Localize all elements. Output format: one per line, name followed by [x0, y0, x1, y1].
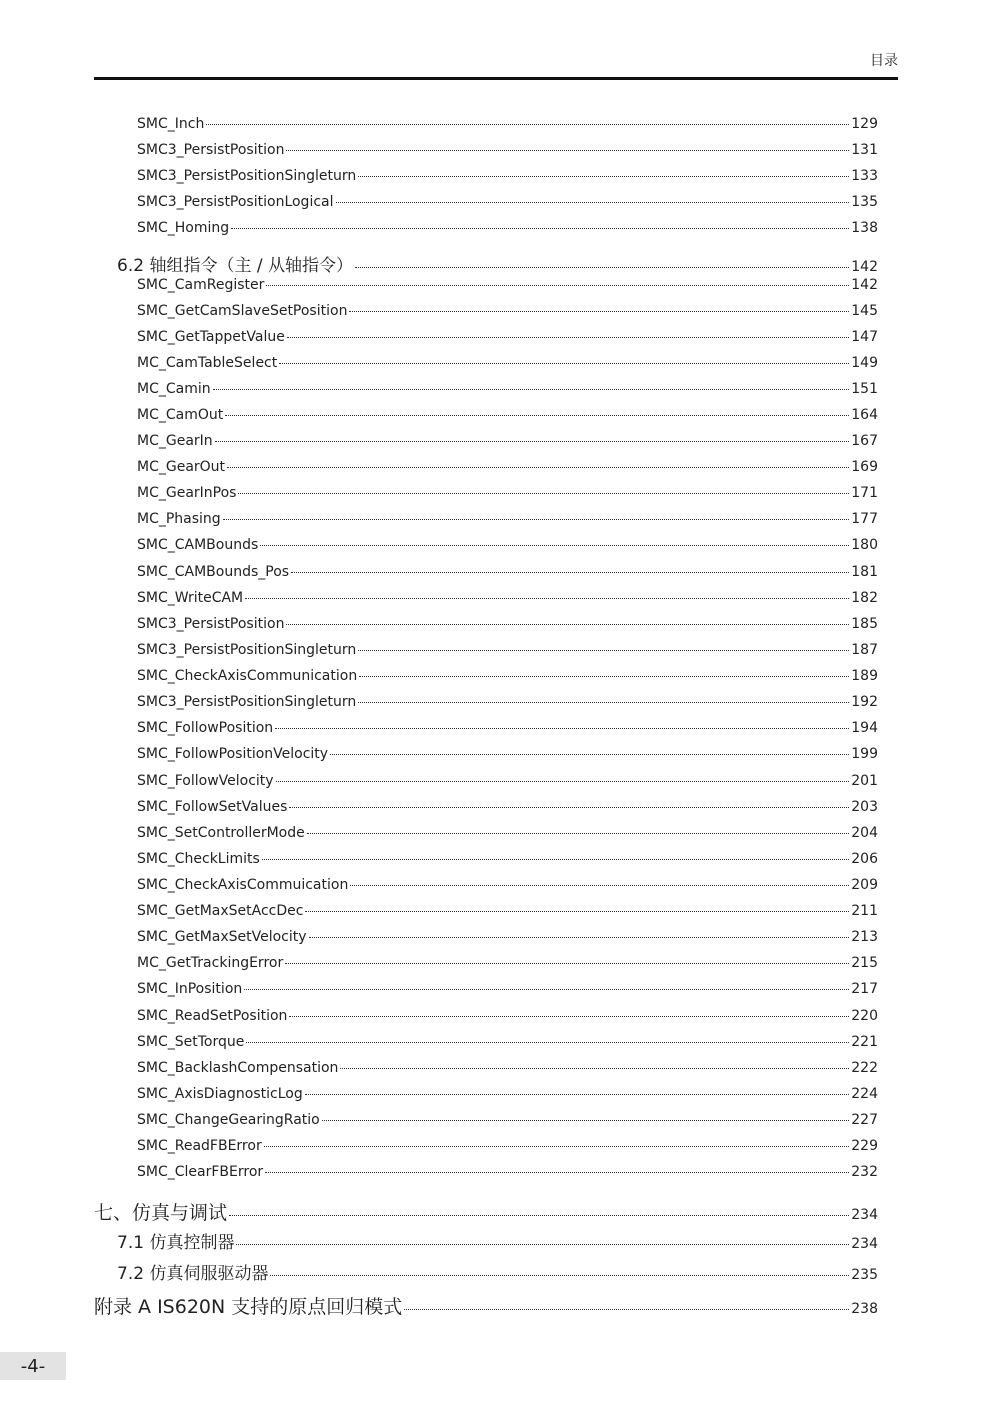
toc-leader-dots	[262, 859, 849, 860]
toc-entry[interactable]	[137, 1164, 878, 1180]
toc-leader-dots	[279, 363, 849, 364]
toc-entry-title: 七、仿真与调试	[94, 1202, 228, 1224]
toc-entry-page: 227	[851, 1112, 878, 1128]
toc-entry-page: 181	[851, 564, 878, 580]
toc-entry[interactable]	[137, 877, 878, 893]
toc-entry-page: 222	[851, 1060, 878, 1076]
toc-leader-dots	[330, 754, 849, 755]
toc-leader-dots	[359, 676, 849, 677]
toc-leader-dots	[289, 807, 849, 808]
toc-entry[interactable]	[137, 407, 878, 423]
toc-entry-page: 177	[851, 511, 878, 527]
toc-entry-page: 192	[851, 694, 878, 710]
toc-entry-page: 221	[851, 1034, 878, 1050]
toc-entry-title: MC_GearIn	[137, 433, 213, 449]
toc-entry-page: 164	[851, 407, 878, 423]
toc-entry[interactable]	[137, 981, 878, 997]
toc-entry-title: SMC_CAMBounds_Pos	[137, 564, 290, 580]
toc-leader-dots	[285, 963, 849, 964]
toc-entry-title: SMC_CheckAxisCommunication	[137, 668, 358, 684]
toc-leader-dots	[289, 1016, 849, 1017]
page-number: -4-	[0, 1352, 66, 1380]
toc-entry[interactable]	[137, 220, 878, 236]
toc-entry[interactable]	[137, 1008, 878, 1024]
toc-entry-title: SMC_InPosition	[137, 981, 243, 997]
toc-entry-title: SMC_ClearFBError	[137, 1164, 264, 1180]
header-title: 目录	[870, 53, 898, 69]
toc-entry[interactable]	[137, 590, 878, 606]
toc-entry[interactable]	[137, 511, 878, 527]
toc-leader-dots	[336, 202, 850, 203]
toc-leader-dots	[287, 337, 849, 338]
toc-entry-page: 182	[851, 590, 878, 606]
toc-entry-title: SMC_SetControllerMode	[137, 825, 305, 841]
toc-entry[interactable]	[137, 1034, 878, 1050]
toc-entry-page: 220	[851, 1008, 878, 1024]
toc-entry-page: 217	[851, 981, 878, 997]
toc-entry-title: SMC3_PersistPosition	[137, 616, 285, 632]
toc-entry-page: 234	[851, 1207, 878, 1223]
toc-entry-page: 145	[851, 303, 878, 319]
toc-entry-page: 142	[851, 277, 878, 293]
toc-leader-dots	[223, 519, 850, 520]
toc-entry-title: SMC_ChangeGearingRatio	[137, 1112, 320, 1128]
toc-entry[interactable]	[137, 825, 878, 841]
toc-entry-page: 209	[851, 877, 878, 893]
toc-entry-title: SMC_FollowVelocity	[137, 773, 274, 789]
toc-entry-title: SMC_GetMaxSetVelocity	[137, 929, 307, 945]
toc-entry[interactable]	[137, 955, 878, 971]
toc-entry-title: SMC_SetTorque	[137, 1034, 245, 1050]
toc-entry-title: SMC_FollowPosition	[137, 720, 274, 736]
toc-entry-title: MC_CamTableSelect	[137, 355, 278, 371]
toc-entry[interactable]	[137, 485, 878, 501]
toc-entry-title: 7.2 仿真伺服驱动器	[117, 1264, 269, 1284]
toc-leader-dots	[305, 1094, 850, 1095]
toc-leader-dots	[260, 545, 849, 546]
toc-entry-page: 224	[851, 1086, 878, 1102]
toc-entry[interactable]	[137, 720, 878, 736]
toc-leader-dots	[246, 1042, 849, 1043]
toc-entry-page: 180	[851, 537, 878, 553]
toc-entry[interactable]	[137, 381, 878, 397]
toc-entry-title: 附录 A IS620N 支持的原点回归模式	[94, 1296, 403, 1318]
toc-entry-page: 138	[851, 220, 878, 236]
toc-entry-title: SMC_CheckLimits	[137, 851, 260, 867]
toc-entry-title: SMC_ReadSetPosition	[137, 1008, 288, 1024]
toc-leader-dots	[244, 989, 849, 990]
toc-entry-title: SMC3_PersistPositionLogical	[137, 194, 334, 210]
toc-leader-dots	[227, 467, 849, 468]
toc-entry[interactable]	[137, 1138, 878, 1154]
toc-entry[interactable]	[137, 1112, 878, 1128]
toc-leader-dots	[236, 1244, 849, 1245]
toc-entry[interactable]	[137, 799, 878, 815]
toc-entry-title: SMC_BacklashCompensation	[137, 1060, 339, 1076]
toc-leader-dots	[286, 624, 849, 625]
toc-entry-title: SMC3_PersistPositionSingleturn	[137, 642, 357, 658]
toc-entry[interactable]	[137, 116, 878, 132]
toc-leader-dots	[206, 124, 849, 125]
toc-entry-page: 142	[851, 259, 878, 275]
toc-entry-page: 203	[851, 799, 878, 815]
toc-leader-dots	[265, 1172, 849, 1173]
toc-entry[interactable]	[137, 851, 878, 867]
toc-entry[interactable]	[137, 194, 878, 210]
toc-leader-dots	[350, 885, 849, 886]
toc-entry-page: 133	[851, 168, 878, 184]
toc-entry-title: SMC_CAMBounds	[137, 537, 259, 553]
toc-entry-page: 147	[851, 329, 878, 345]
toc-entry[interactable]	[137, 1060, 878, 1076]
toc-entry-title: MC_GearInPos	[137, 485, 237, 501]
toc-entry[interactable]	[137, 537, 878, 553]
toc-entry[interactable]	[137, 903, 878, 919]
toc-entry-title: 6.2 轴组指令（主 / 从轴指令）	[117, 256, 353, 276]
toc-entry[interactable]	[137, 459, 878, 475]
toc-entry-page: 185	[851, 616, 878, 632]
toc-entry-title: SMC_GetCamSlaveSetPosition	[137, 303, 348, 319]
toc-leader-dots	[275, 728, 849, 729]
toc-entry-page: 232	[851, 1164, 878, 1180]
toc-entry-title: SMC_ReadFBError	[137, 1138, 262, 1154]
toc-entry-page: 206	[851, 851, 878, 867]
toc-leader-dots	[358, 702, 849, 703]
toc-entry-page: 215	[851, 955, 878, 971]
toc-entry-title: SMC3_PersistPositionSingleturn	[137, 168, 357, 184]
toc-entry-title: MC_GetTrackingError	[137, 955, 284, 971]
toc-entry-page: 211	[851, 903, 878, 919]
toc-entry-page: 151	[851, 381, 878, 397]
toc-leader-dots	[276, 781, 850, 782]
toc-leader-dots	[358, 650, 849, 651]
toc-entry-title: MC_Camin	[137, 381, 211, 397]
toc-entry[interactable]	[137, 168, 878, 184]
toc-leader-dots	[215, 441, 850, 442]
toc-entry-title: SMC_CamRegister	[137, 277, 265, 293]
toc-entry-title: SMC_Homing	[137, 220, 230, 236]
toc-entry-page: 135	[851, 194, 878, 210]
toc-entry[interactable]	[137, 142, 878, 158]
toc-entry-title: SMC3_PersistPosition	[137, 142, 285, 158]
toc-leader-dots	[238, 493, 849, 494]
toc-entry[interactable]	[137, 564, 878, 580]
toc-leader-dots	[309, 937, 850, 938]
toc-leader-dots	[404, 1309, 849, 1310]
toc-leader-dots	[322, 1120, 850, 1121]
toc-entry[interactable]	[137, 616, 878, 632]
toc-entry-title: MC_GearOut	[137, 459, 226, 475]
toc-entry-title: 7.1 仿真控制器	[117, 1233, 235, 1253]
toc-entry-title: SMC_GetMaxSetAccDec	[137, 903, 304, 919]
toc-entry-page: 187	[851, 642, 878, 658]
toc-leader-dots	[305, 911, 849, 912]
toc-entry[interactable]	[137, 773, 878, 789]
toc-entry-title: SMC_AxisDiagnosticLog	[137, 1086, 303, 1102]
toc-section[interactable]	[117, 251, 878, 276]
toc-leader-dots	[349, 311, 849, 312]
toc-entry-page: 171	[851, 485, 878, 501]
toc-leader-dots	[225, 415, 849, 416]
toc-chapter[interactable]	[94, 1292, 878, 1319]
toc-entry-page: 199	[851, 746, 878, 762]
toc-entry[interactable]	[137, 329, 878, 345]
toc-entry[interactable]	[137, 746, 878, 762]
toc-entry[interactable]	[137, 668, 878, 684]
toc-leader-dots	[245, 598, 849, 599]
toc-entry[interactable]	[137, 1086, 878, 1102]
toc-section[interactable]	[117, 1228, 878, 1253]
toc-entry-title: SMC_FollowPositionVelocity	[137, 746, 329, 762]
toc-leader-dots	[291, 572, 849, 573]
toc-entry-title: SMC_FollowSetValues	[137, 799, 288, 815]
toc-entry-page: 129	[851, 116, 878, 132]
toc-leader-dots	[270, 1275, 849, 1276]
toc-entry-page: 167	[851, 433, 878, 449]
toc-entry[interactable]	[137, 433, 878, 449]
toc-entry[interactable]	[137, 642, 878, 658]
toc-entry[interactable]	[137, 929, 878, 945]
toc-entry-page: 204	[851, 825, 878, 841]
toc-leader-dots	[213, 389, 850, 390]
toc-entry-page: 235	[851, 1267, 878, 1283]
toc-leader-dots	[340, 1068, 849, 1069]
toc-entry-title: SMC_Inch	[137, 116, 205, 132]
toc-leader-dots	[266, 285, 849, 286]
toc-entry[interactable]	[137, 303, 878, 319]
toc-entry-title: SMC_WriteCAM	[137, 590, 244, 606]
toc-entry[interactable]	[137, 277, 878, 293]
toc-leader-dots	[264, 1146, 850, 1147]
toc-entry-page: 189	[851, 668, 878, 684]
toc-leader-dots	[358, 176, 849, 177]
toc-entry-title: SMC_GetTappetValue	[137, 329, 285, 345]
toc-entry[interactable]	[137, 355, 878, 371]
toc-entry-title: SMC3_PersistPositionSingleturn	[137, 694, 357, 710]
toc-section[interactable]	[117, 1259, 878, 1284]
toc-leader-dots	[286, 150, 849, 151]
toc-entry-title: MC_CamOut	[137, 407, 224, 423]
toc-leader-dots	[229, 1215, 849, 1216]
toc-entry-page: 201	[851, 773, 878, 789]
toc-leader-dots	[307, 833, 850, 834]
toc-leader-dots	[355, 267, 849, 268]
toc-entry-page: 213	[851, 929, 878, 945]
toc-entry-page: 234	[851, 1236, 878, 1252]
toc-entry[interactable]	[137, 694, 878, 710]
toc-entry-page: 229	[851, 1138, 878, 1154]
toc-entry-page: 131	[851, 142, 878, 158]
toc-entry-title: MC_Phasing	[137, 511, 221, 527]
toc-leader-dots	[231, 228, 849, 229]
toc-entry-page: 149	[851, 355, 878, 371]
toc-entry-title: SMC_CheckAxisCommuication	[137, 877, 349, 893]
toc-entry-page: 238	[851, 1301, 878, 1317]
toc-entry-page: 194	[851, 720, 878, 736]
toc-chapter[interactable]	[94, 1198, 878, 1225]
toc-entry-page: 169	[851, 459, 878, 475]
